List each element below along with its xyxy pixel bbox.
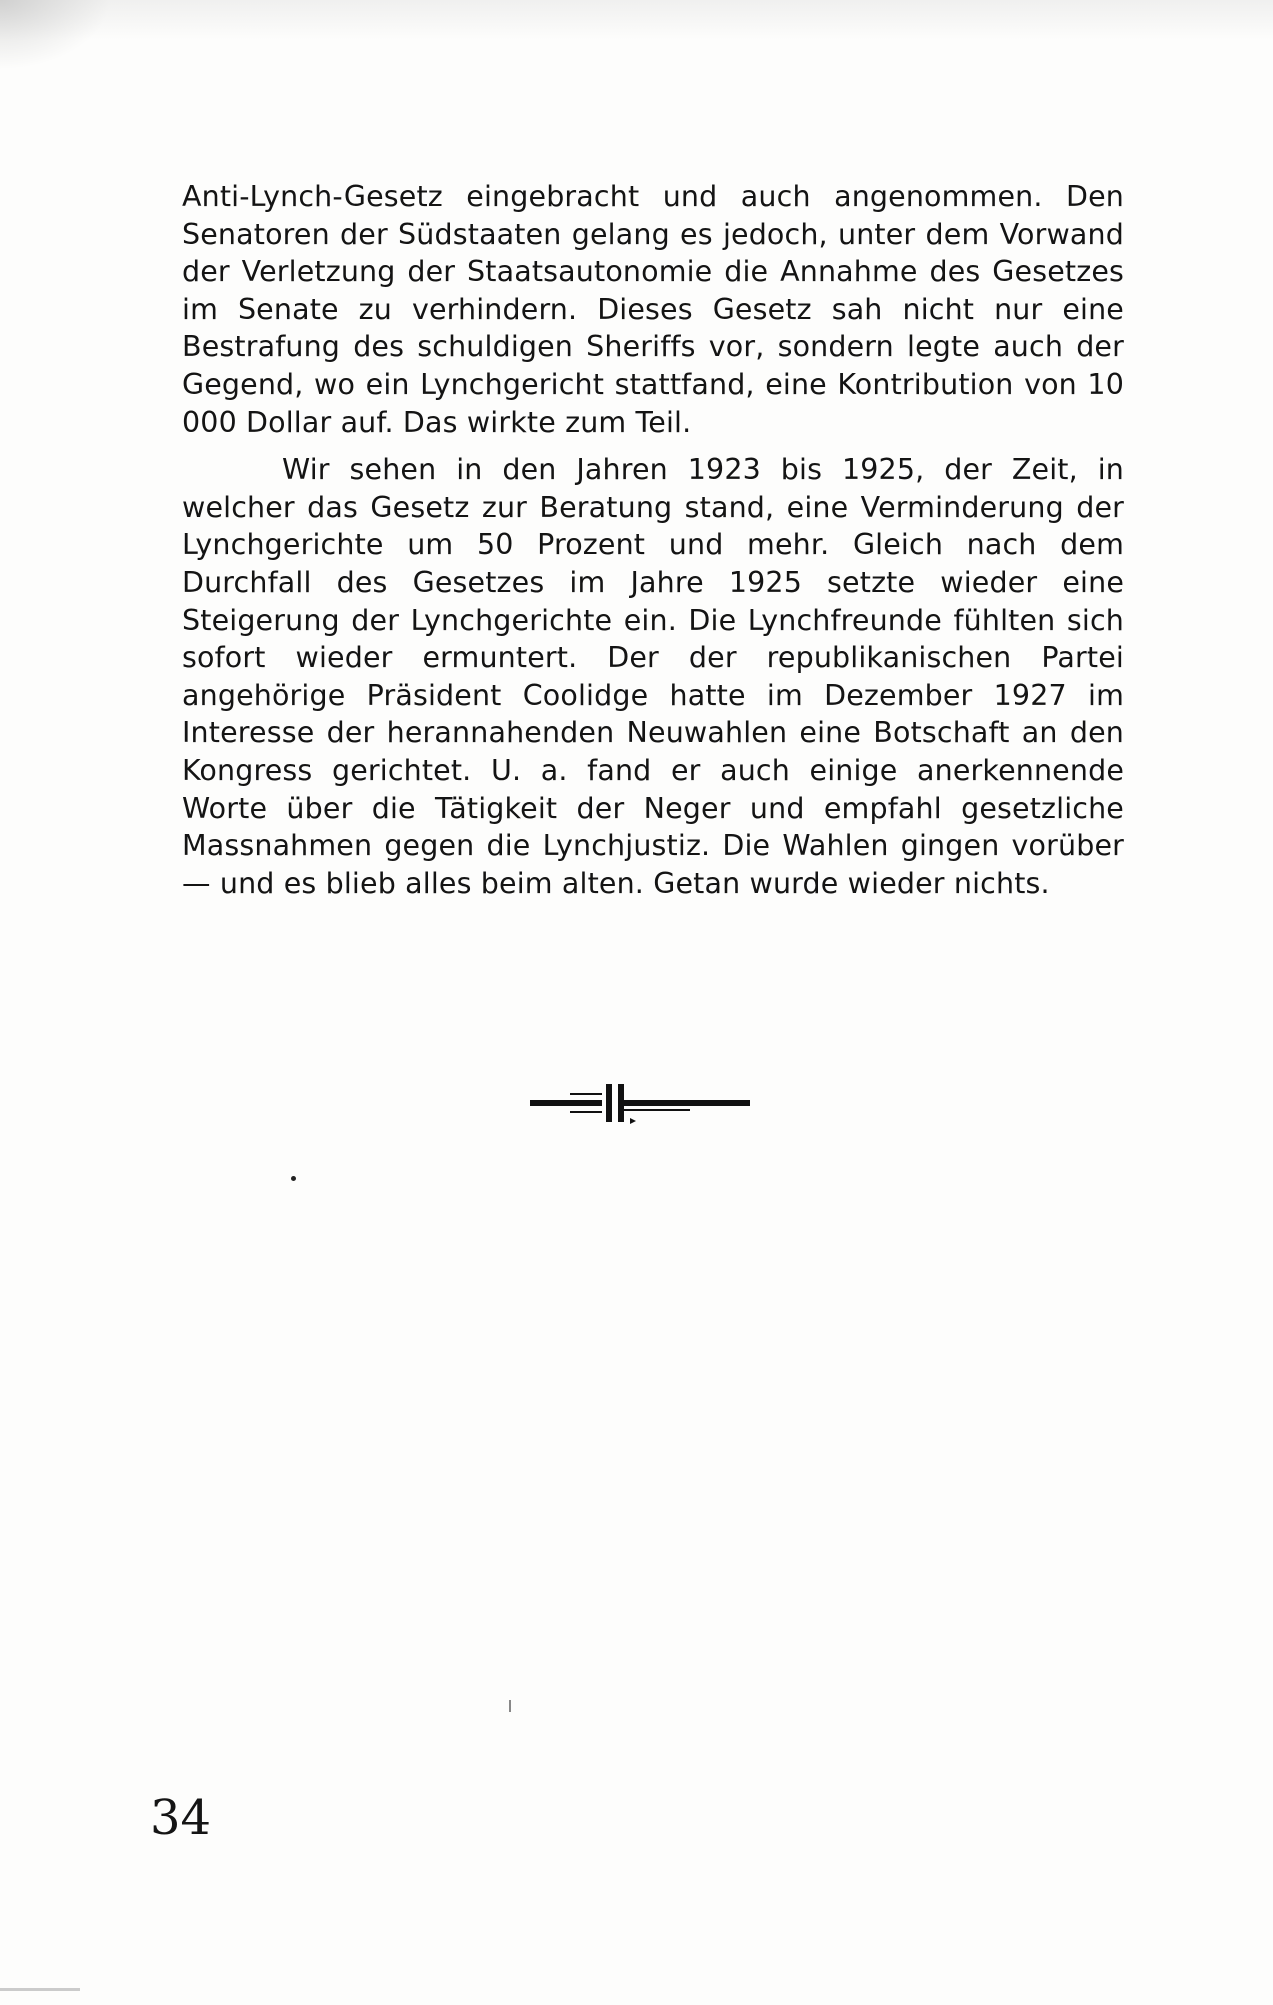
scan-top-smudge [0,0,1273,40]
section-end-ornament-icon [530,1078,750,1126]
scan-mark [509,1700,511,1712]
paragraph-1: Anti-Lynch-Gesetz eingebracht und auch angenommen. Den Senatoren der Südstaaten gelang es jedoch, unter dem Vorwand der Verletzung der Staatsautonomie die Annahme des Gesetzes im Senate zu verhindern. Dieses Gesetz sah nicht nur eine Bestrafung des schuldigen Sheriffs vor, sondern legte auch der Gegend, wo ein Lynchgericht stattfand, eine Kontribution von 10 000 Dollar auf. Das wirkte zum Teil. [182,180,1124,439]
paragraph-2: Wir sehen in den Jahren 1923 bis 1925, der Zeit, in welcher das Gesetz zur Beratung stand, eine Verminderung der Lynchgerichte um 50 Prozent und mehr. Gleich nach dem Durchfall des Gesetzes im Jahre 1925 setzte wieder eine Steigerung der Lynchgerichte ein. Die Lynchfreunde fühlten sich sofort wieder ermuntert. Der der republikanischen Partei angehörige Präsident Coolidge hatte im Dezember 1927 im Interesse der herannahenden Neuwahlen eine Botschaft an den Kongress gerichtet. U. a. fand er auch einige anerkennende Worte über die Tätigkeit der Neger und empfahl gesetzliche Massnahmen gegen die Lynchjustiz. Die Wahlen gingen vorüber — und es blieb alles beim alten. Getan wurde wieder nichts. [182,453,1124,900]
body-text [182,178,1124,902]
page-number: 34 [150,1790,212,1846]
scan-corner-smudge [0,0,110,70]
ink-speck [291,1176,296,1181]
scan-edge-mark [0,1988,80,1991]
